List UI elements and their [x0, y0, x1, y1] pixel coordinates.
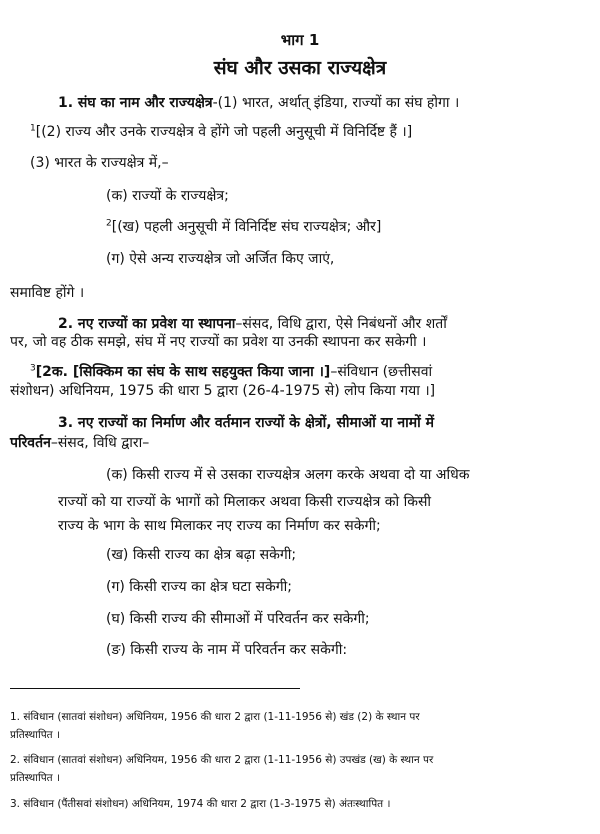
article-1-heading: 1. संघ का नाम और राज्यक्षेत्र	[58, 95, 213, 111]
article-1-text: -(1) भारत, अर्थात् इंडिया, राज्यों का संघ होगा ।	[212, 95, 460, 111]
clause-2-text: [(2) राज्य और उनके राज्यक्षेत्र वे होंगे जो पहली अनुसूची में विनिर्दिष्ट हैं ।]	[35, 124, 413, 140]
article-2a-line-2: संशोधन) अधिनियम, 1975 की धारा 5 द्वारा (26-4-1975 से) लोप किया गया ।]	[10, 383, 436, 399]
article-1-subclause-a: (क) राज्यों के राज्यक्षेत्र;	[106, 188, 229, 204]
article-2a-heading: [2क. [सिक्किम का संघ के साथ सहयुक्त किया जाना ।]	[35, 364, 331, 380]
article-3-clause-d: (घ) किसी राज्य की सीमाओं में परिवर्तन कर सकेगी;	[106, 611, 370, 627]
article-2-line-1	[58, 314, 447, 333]
article-3-clause-a-line-2: राज्यों को या राज्यों के भागों को मिलाकर अथवा किसी राज्यक्षेत्र को किसी	[58, 494, 432, 510]
article-1-clause-2	[30, 122, 412, 141]
article-3-clause-a-line-1: (क) किसी राज्य में से उसका राज्यक्षेत्र अलग करके अथवा दो या अधिक	[106, 467, 470, 483]
article-3-text: –संसद, विधि द्वारा–	[50, 435, 150, 451]
footnote-divider	[10, 688, 300, 689]
footnote-1-line-2: प्रतिस्थापित ।	[10, 729, 60, 741]
article-2-heading: 2. नए राज्यों का प्रवेश या स्थापना	[58, 316, 236, 332]
footnote-ref-3: 3	[30, 363, 36, 374]
article-1-subclause-c: (ग) ऐसे अन्य राज्यक्षेत्र जो अर्जित किए जाएं,	[106, 251, 335, 267]
article-3-clause-a-line-3: राज्य के भाग के साथ मिलाकर नए राज्य का निर्माण कर सकेगी;	[58, 518, 381, 534]
footnote-2-line-1: 2. संविधान (सातवां संशोधन) अधिनियम, 1956 की धारा 2 द्वारा (1-11-1956 से) उपखंड (ख) के स्थान पर	[10, 754, 434, 766]
article-1-tail: समाविष्ट होंगे ।	[10, 285, 85, 301]
article-1-subclause-b	[106, 217, 381, 236]
subclause-b-text: [(ख) पहली अनुसूची में विनिर्दिष्ट संघ राज्यक्षेत्र; और]	[111, 219, 382, 235]
article-3-line-2	[10, 433, 149, 452]
article-2-text-1: –संसद, विधि द्वारा, ऐसे निबंधनों और शर्तों	[235, 316, 447, 332]
footnote-ref-1: 1	[30, 123, 36, 134]
article-2a-text-1: –संविधान (छत्तीसवां	[330, 364, 433, 380]
article-3-heading-1: 3. नए राज्यों का निर्माण और वर्तमान राज्यों के क्षेत्रों, सीमाओं या नामों में	[58, 415, 434, 431]
article-3-clause-e: (ङ) किसी राज्य के नाम में परिवर्तन कर सकेगी:	[106, 642, 348, 658]
article-2a-line-1	[30, 362, 432, 381]
part-number: भाग 1	[280, 31, 320, 49]
article-3-clause-c: (ग) किसी राज्य का क्षेत्र घटा सकेगी;	[106, 579, 292, 595]
footnote-2-line-2: प्रतिस्थापित ।	[10, 772, 60, 784]
article-1-clause-3: (3) भारत के राज्यक्षेत्र में,–	[30, 155, 169, 171]
article-2-line-2: पर, जो वह ठीक समझे, संघ में नए राज्यों का प्रवेश या उनकी स्थापना कर सकेगी ।	[10, 334, 427, 350]
footnote-1-line-1: 1. संविधान (सातवां संशोधन) अधिनियम, 1956 की धारा 2 द्वारा (1-11-1956 से) खंड (2) के स्थान पर	[10, 711, 420, 723]
part-title: संघ और उसका राज्यक्षेत्र	[213, 57, 387, 79]
article-3-heading-2: परिवर्तन	[10, 435, 51, 451]
footnote-3: 3. संविधान (पैंतीसवां संशोधन) अधिनियम, 1974 की धारा 2 द्वारा (1-3-1975 से) अंतःस्थापित ।	[10, 798, 391, 810]
footnote-ref-2: 2	[106, 218, 112, 229]
article-3-clause-b: (ख) किसी राज्य का क्षेत्र बढ़ा सकेगी;	[106, 547, 297, 563]
article-1-line	[58, 93, 459, 112]
